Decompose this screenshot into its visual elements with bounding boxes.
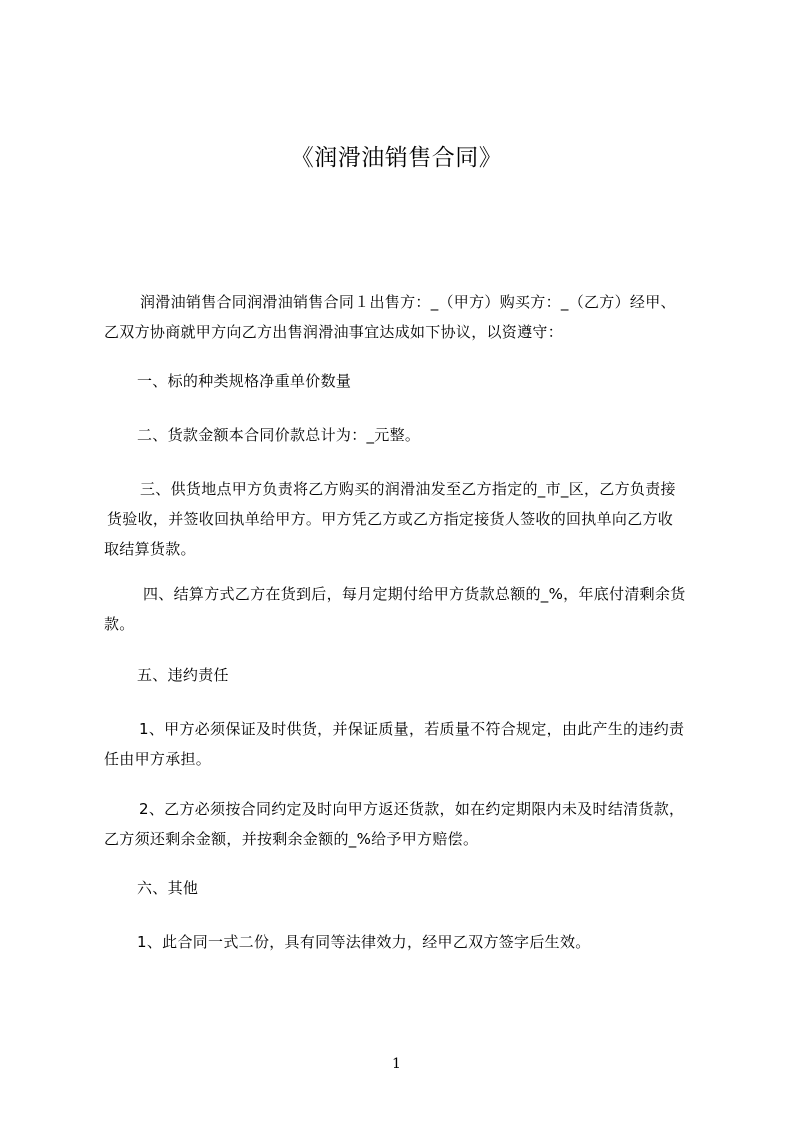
section-3-line-1: 三、供货地点甲方负责将乙方购买的润滑油发至乙方指定的_市_区，乙方负责接 (140, 480, 676, 498)
clause-5-2-line-1: 2、乙方必须按合同约定及时向甲方返还货款，如在约定期限内未及时结清货款， (139, 800, 685, 818)
section-5-heading (104, 660, 710, 690)
section-4-line-1: 四、结算方式乙方在货到后，每月定期付给甲方货款总额的_%，年底付清剩余货 (143, 585, 686, 603)
clause-5-1-paragraph (104, 714, 710, 774)
section-5-text: 五、违约责任 (137, 666, 229, 684)
clause-6-1-text: 1、此合同一式二份，具有同等法律效力，经甲乙双方签字后生效。 (137, 933, 591, 951)
section-2-text: 二、货款金额本合同价款总计为：_元整。 (137, 426, 421, 444)
clause-5-1-line-2: 任由甲方承担。 (104, 750, 212, 768)
section-2-paragraph (104, 420, 710, 450)
intro-paragraph (104, 287, 710, 347)
intro-line-1: 润滑油销售合同润滑油销售合同１出售方：_（甲方）购买方：_（乙方）经甲、 (140, 293, 676, 311)
intro-line-2: 乙双方协商就甲方向乙方出售润滑油事宜达成如下协议，以资遵守： (104, 323, 564, 341)
page-number: 1 (392, 1056, 401, 1072)
section-3-line-2: 货验收，并签收回执单给甲方。甲方凭乙方或乙方指定接货人签收的回执单向乙方收 (107, 510, 674, 528)
clause-5-2-line-2: 乙方须还剩余金额，并按剩余金额的_%给予甲方赔偿。 (104, 830, 479, 848)
clause-5-1-line-1: 1、甲方必须保证及时供货，并保证质量，若质量不符合规定，由此产生的违约责 (139, 720, 685, 738)
section-6-heading (104, 873, 710, 903)
section-1-text: 一、标的种类规格净重单价数量 (137, 372, 352, 390)
section-1-heading (104, 366, 710, 396)
clause-6-1-paragraph (104, 927, 710, 957)
section-4-paragraph (104, 579, 710, 639)
section-3-line-3: 取结算货款。 (104, 540, 196, 558)
section-3-paragraph (104, 474, 710, 564)
document-title: 《润滑油销售合同》 (290, 145, 503, 171)
section-4-line-2: 款。 (104, 615, 135, 633)
clause-5-2-paragraph (104, 794, 710, 854)
section-6-text: 六、其他 (137, 879, 199, 897)
